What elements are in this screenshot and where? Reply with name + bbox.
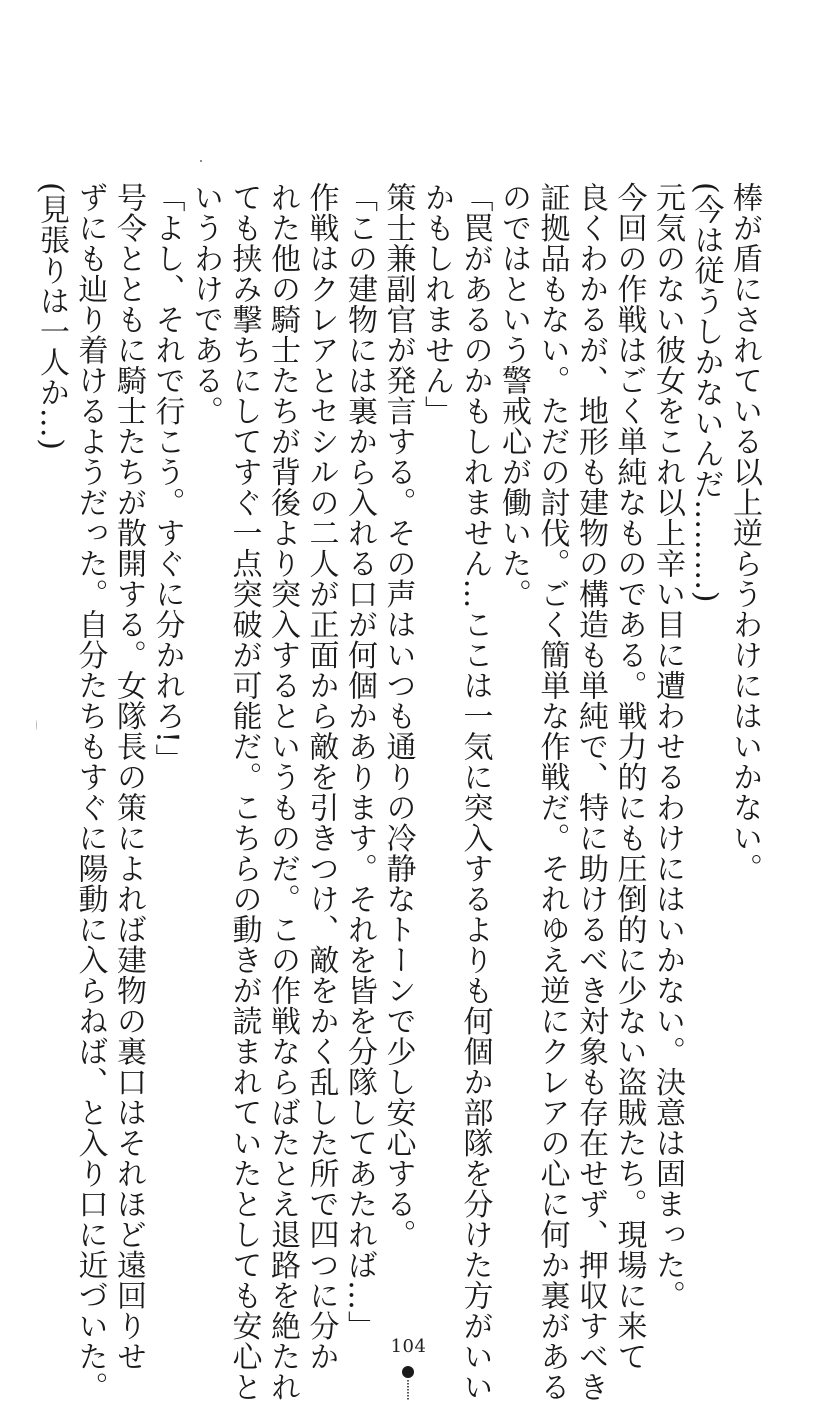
text-line: 良くわかるが、地形も建物の構造も単純で、特に助けるべき対象も存在せず、押収すべき <box>573 182 608 1402</box>
scan-speck <box>36 720 37 730</box>
text-line: 「罠があるのかもしれません…ここは一気に突入するよりも何個か部隊を分けた方がいい <box>457 182 493 1402</box>
text-line: 棒が盾にされている以上逆らうわけにはいかない。 <box>727 182 762 884</box>
folio-dotted-rule <box>407 1380 409 1400</box>
text-line: 今回の作戦はごく単純なものである。戦力的にも圧倒的に少ない盗賊たち。現場に来て <box>611 182 647 1372</box>
text-line: ても挟み撃ちにしてすぐ一点突破が可能だ。こちらの動きが読まれていたとしても安心と <box>226 182 262 1402</box>
text-line: いうわけである。 <box>188 182 223 426</box>
text-line: 「この建物には裏から入れる口が何個かあります。それを皆を分隊してあたれば…」 <box>342 182 377 1341</box>
text-line: 証拠品もない。ただの討伐。ごく簡単な作戦だ。それゆえ逆にクレアの心に何か裏がある <box>534 182 570 1402</box>
text-line: かもしれません」 <box>419 182 454 426</box>
text-line: (今は従うしかないんだ………) <box>688 182 724 603</box>
scan-speck <box>200 160 202 162</box>
text-line: ずにも辿り着けるようだった。自分たちもすぐに陽動に入らねば、と入り口に近づいた。 <box>72 182 108 1402</box>
text-line: れた他の騎士たちが背後より突入するというものだ。この作戦ならばたとえ退路を絶たれ <box>265 182 300 1402</box>
page-number: 104 <box>390 1336 427 1357</box>
text-line: 元気のない彼女をこれ以上辛い目に遭わせるわけにはいかない。決意は固まった。 <box>650 182 685 1311</box>
text-line: 作戦はクレアとセシルの二人が正面から敵を引きつけ、敵をかく乱した所で四つに分か <box>303 182 339 1372</box>
text-line: (見張りは一人か…) <box>34 182 69 451</box>
text-line: 策士兼副官が発言する。その声はいつも通りの冷静なトーンで少し安心する。 <box>380 182 416 1250</box>
text-line: のではという警戒心が働いた。 <box>496 182 531 609</box>
text-line: 号令とともに騎士たちが散開する。女隊長の策によれば建物の裏口はそれほど遠回りせ <box>111 182 146 1372</box>
text-line: 「よし、それで行こう。すぐに分かれろ!」 <box>149 182 185 775</box>
folio-bullet-icon <box>402 1366 414 1378</box>
